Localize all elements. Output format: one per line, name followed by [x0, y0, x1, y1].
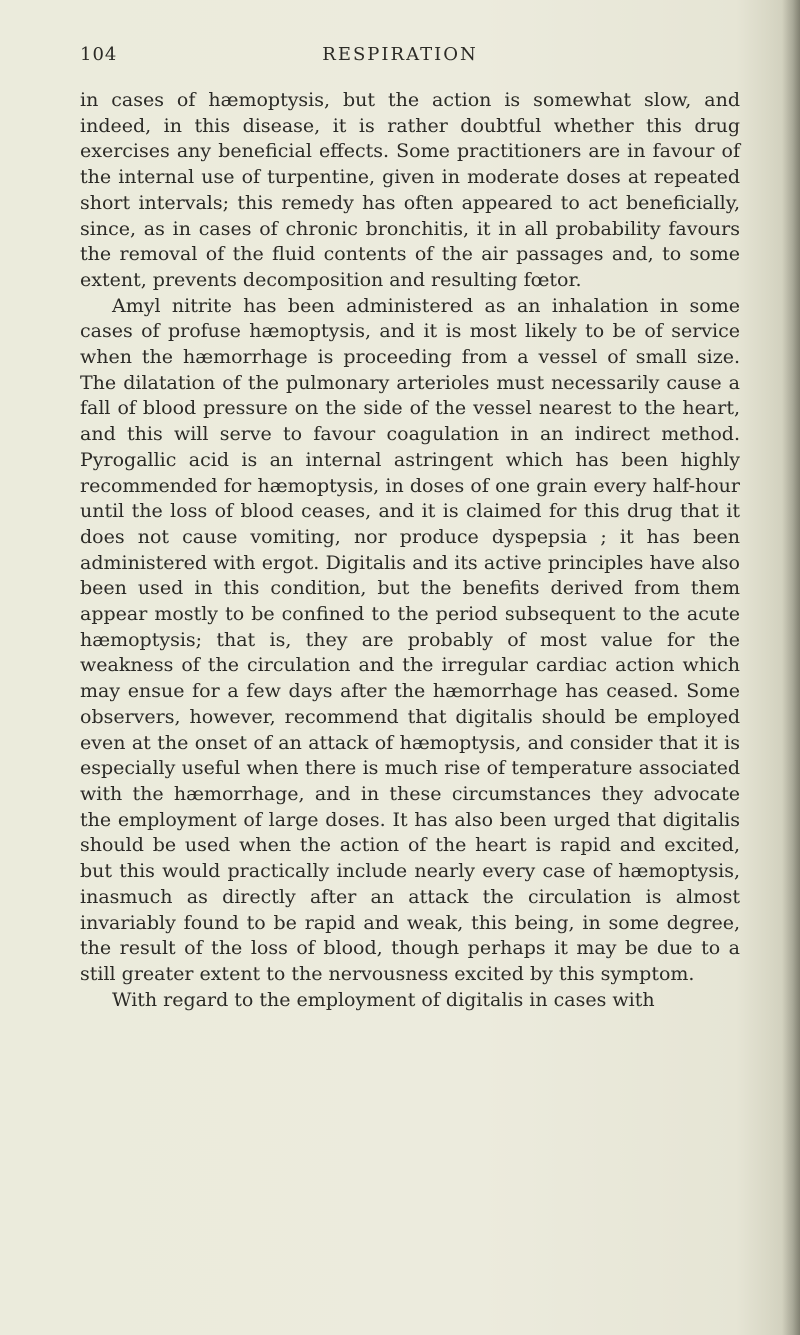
- running-title: RESPIRATION: [322, 44, 478, 65]
- page-header: [80, 44, 720, 70]
- paragraph-digitalis: With regard to the employment of digitalis in cases with: [112, 988, 655, 1011]
- page-number: 104: [80, 44, 118, 65]
- binding-shadow: [782, 0, 800, 1335]
- paragraph-amyl-nitrite: Amyl nitrite has been administered as an inhalation in some cases of profuse hæmoptysis, and it is most likely to be of service when the hæmorrhage is proceeding from a vessel of small size. The dilatation of the pulmonary arterioles must necessarily cause a fall of blood pressure on the side of the vessel nearest to the heart, and this will serve to favour coagulation in an indirect method. Pyrogallic acid is an internal astringent which has been highly recommended for hæmoptysis, in doses of one grain every half-hour until the loss of blood ceases, and it is claimed for this drug that it does not cause vomiting, nor produce dyspepsia ; it has been administered with ergot. Digitalis and its active principles have also been used in this condition, but the benefits derived from them appear mostly to be confined to the period subsequent to the acute hæmoptysis; that is, they are probably of most value for the weakness of the circulation and the irregular cardiac action which may ensue for a few days after the hæmorrhage has ceased. Some observers, however, recommend that digitalis should be employed even at the onset of an attack of hæmoptysis, and consider that it is especially useful when there is much rise of temperature associated with the hæmorrhage, and in these circumstances they advocate the employment of large doses. It has also been urged that digitalis should be used when the action of the heart is rapid and excited, but this would practically include nearly every case of hæmoptysis, inasmuch as directly after an attack the circulation is almost invariably found to be rapid and weak, this being, in some degree, the result of the loss of blood, though perhaps it may be due to a still greater extent to the nervousness excited by this symptom.: [80, 294, 740, 985]
- body-text: [80, 88, 740, 1013]
- paragraph-continuation: in cases of hæmoptysis, but the action is somewhat slow, and indeed, in this disease, it is rather doubtful whether this drug exercises any beneficial effects. Some practitioners are in favour of the internal use of turpentine, given in moderate doses at repeated short intervals; this remedy has often appeared to act beneficially, since, as in cases of chronic bronchitis, it in all probability favours the removal of the fluid contents of the air passages and, to some extent, prevents decomposition and resulting fœtor.: [80, 89, 740, 291]
